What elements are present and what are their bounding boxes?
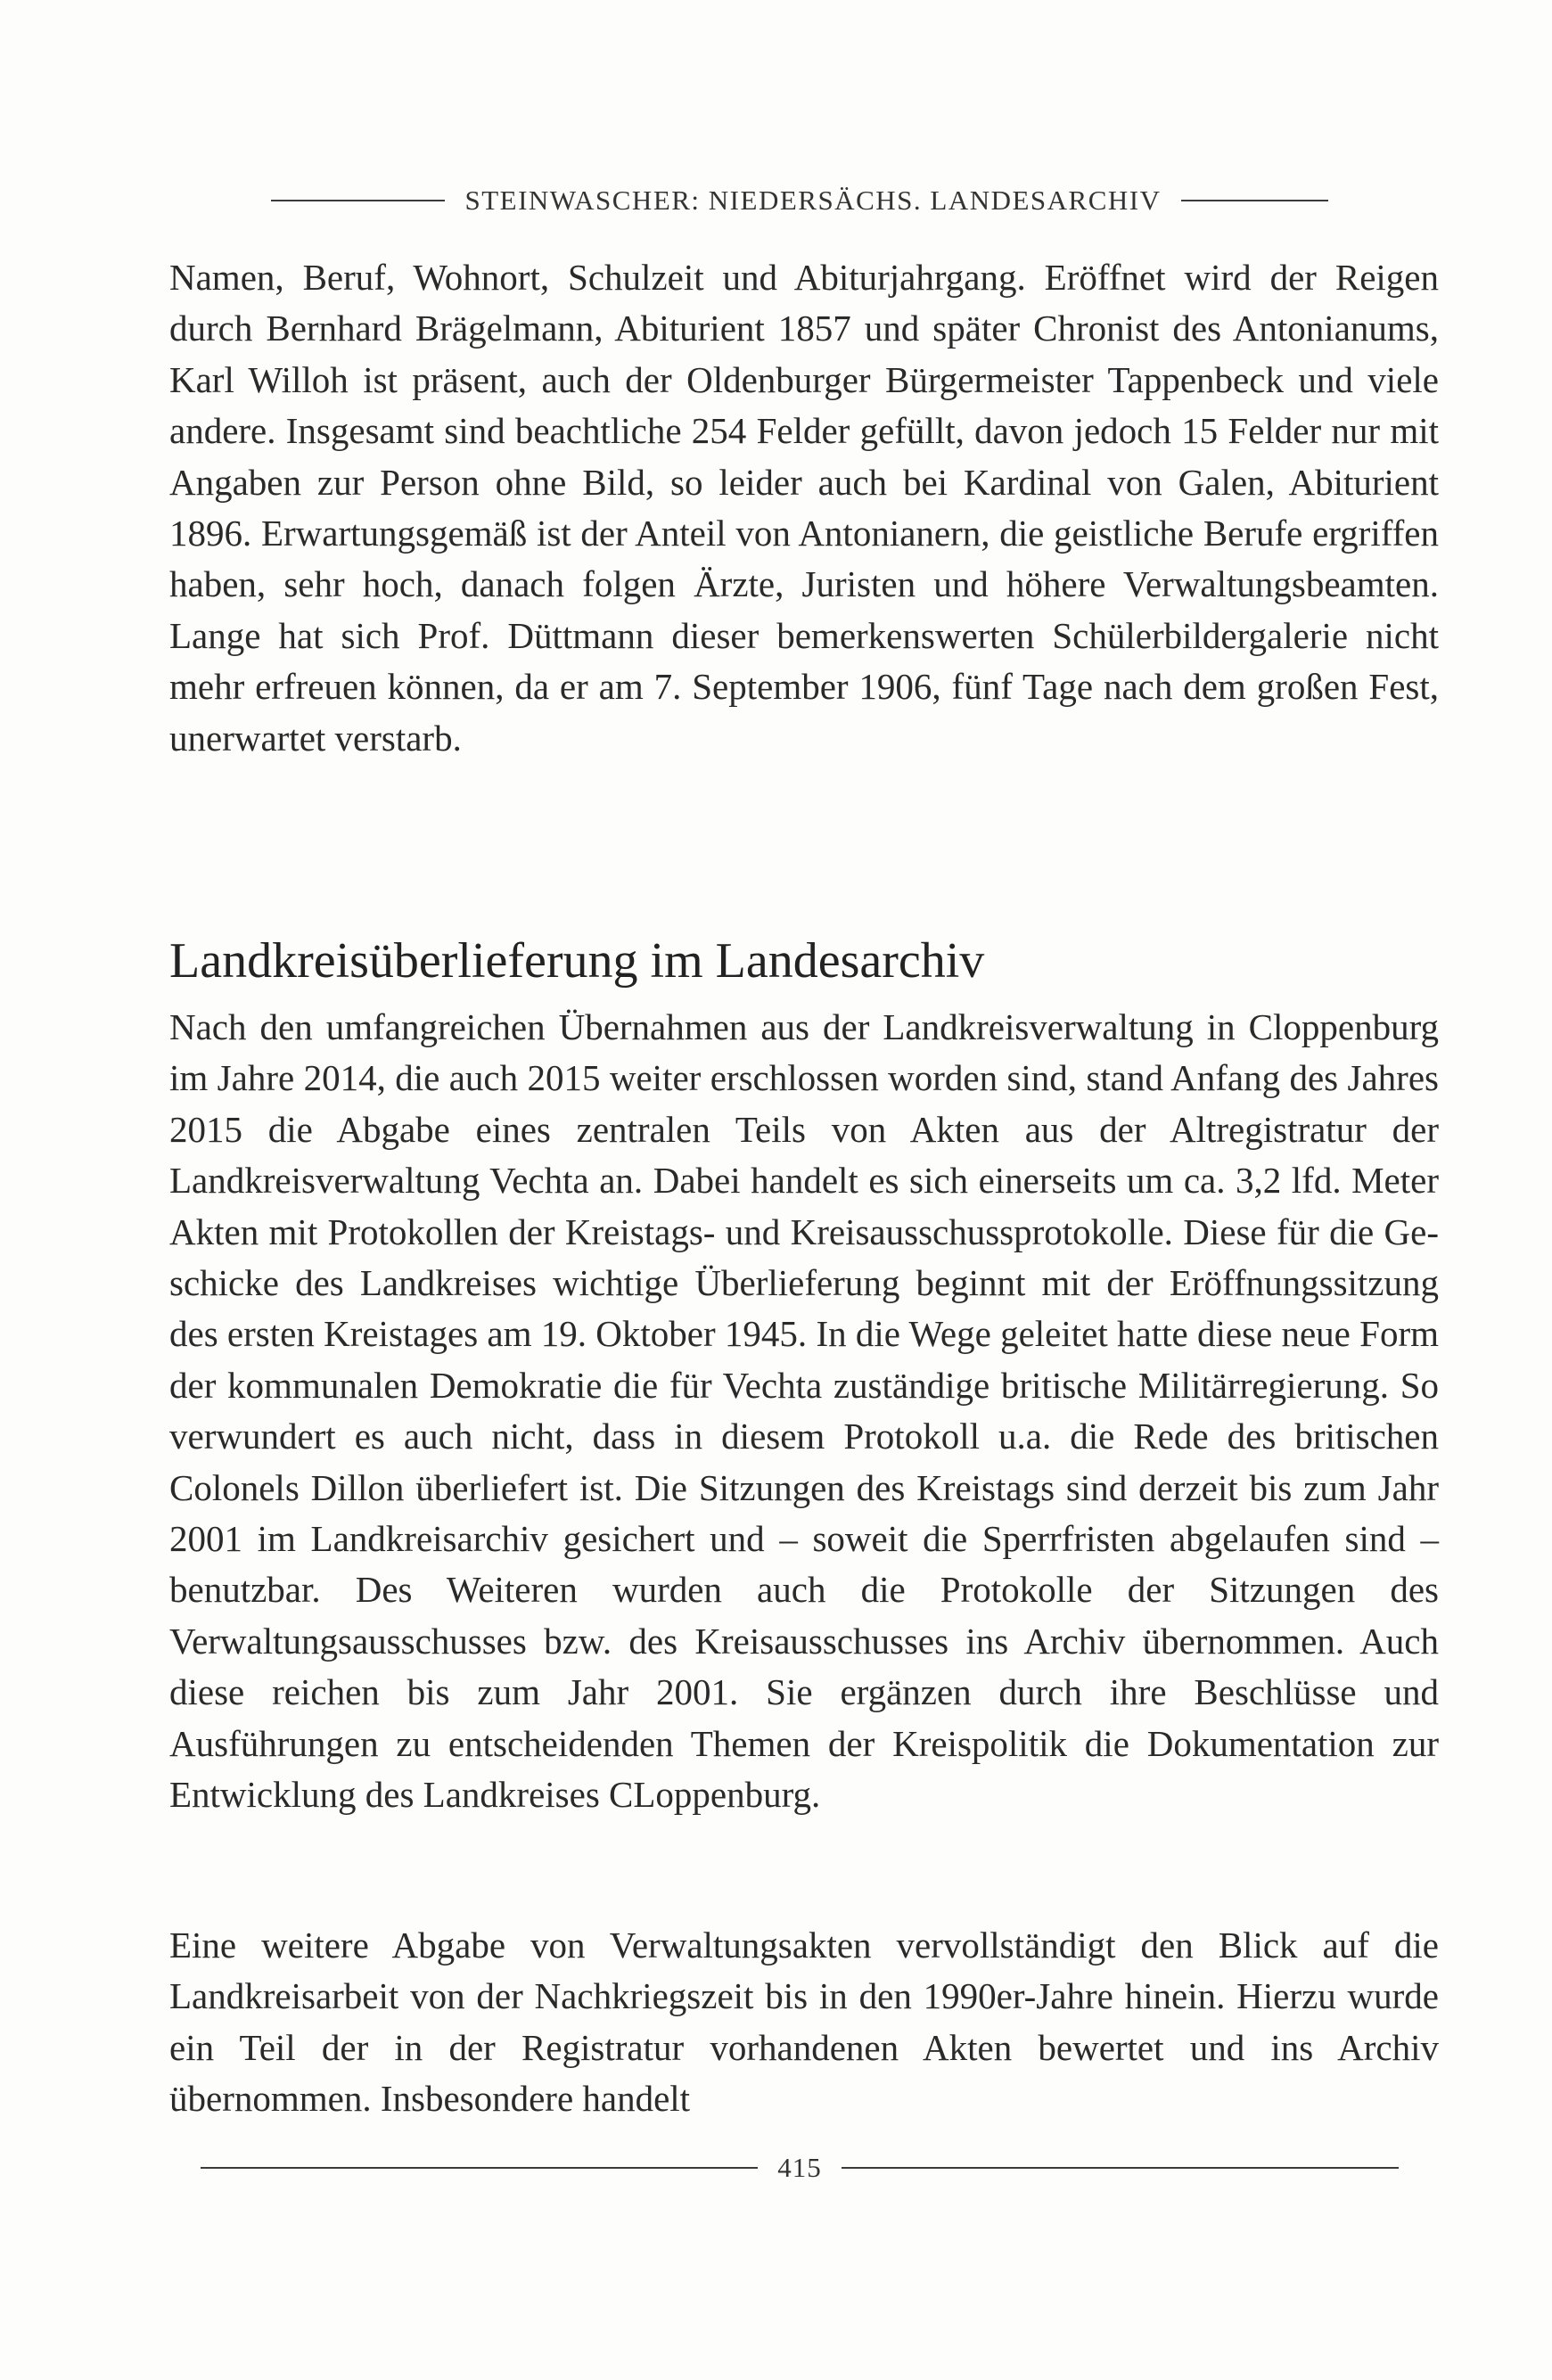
section-text-continued [169,1920,1439,2125]
page-number: 415 [777,2152,822,2183]
footer-rule-right [842,2167,1399,2169]
section-paragraph-1: Nach den umfangreichen Übernahmen aus der Landkreisverwaltung in Cloppenburg im Jahre 2014, die auch 2015 weiter erschlossen worden sind, stand Anfang des Jahres 2015 die Abgabe eines zentralen Teils von Akten aus der Altregistratur der Landkreisverwaltung Vechta an. Dabei handelt es sich einerseits um ca. 3,2 lfd. Meter Akten mit Protokollen der Kreistags- und Kreisausschussprotokolle. Diese für die Geschicke des Landkreises wichtige Überlieferung beginnt mit der Eröffnungssitzung des ersten Kreistages am 19. Oktober 1945. In die Wege geleitet hatte diese neue Form der kommunalen Demokratie die für Vechta zuständige britische Militärregierung. So verwundert es auch nicht, dass in diesem Protokoll u.a. die Rede des britischen Colonels Dillon überliefert ist. Die Sitzungen des Kreistags sind derzeit bis zum Jahr 2001 im Landkreisarchiv gesichert und – soweit die Sperrfristen abgelaufen sind – benutzbar. Des Weiteren wurden auch die Protokolle der Sitzungen des Verwaltungsausschusses bzw. des Kreisausschusses ins Archiv übernommen. Auch diese reichen bis zum Jahr 2001. Sie ergänzen durch ihre Beschlüsse und Ausführungen zu entscheidenden Themen der Kreispolitik die Dokumentation zur Entwicklung des Landkreises CLoppenburg. [169,1006,1439,1816]
section-paragraph-2: Eine weitere Abgabe von Verwaltungsakten vervollständigt den Blick auf die Landkreisarbeit von der Nachkriegszeit bis in den 1990er-Jahre hinein. Hierzu wurde ein Teil der in der Registratur vorhandenen Akten bewertet und ins Archiv übernommen. Insbesondere handelt [169,1925,1439,2120]
header-rule-left [271,200,445,201]
intro-paragraph: Namen, Beruf, Wohnort, Schulzeit und Abiturjahrgang. Eröffnet wird der Reigen durch Bernhard Brägelmann, Abiturient 1857 und später Chronist des Antonianums, Karl Willoh ist präsent, auch der Oldenburger Bürgermeister Tappenbeck und viele andere. Insgesamt sind beachtliche 254 Felder gefüllt, davon jedoch 15 Felder nur mit Angaben zur Person ohne Bild, so leider auch bei Kardinal von Galen, Abiturient 1896. Erwartungsgemäß ist der Anteil von Antonianern, die geistliche Berufe ergriffen haben, sehr hoch, danach folgen Ärzte, Juristen und höhere Verwaltungsbeamten. Lange hat sich Prof. Düttmann dieser bemerkenswerten Schülerbildergalerie nicht mehr erfreuen können, da er am 7. September 1906, fünf Tage nach dem großen Fest, unerwartet verstarb. [169,257,1439,759]
page-footer [169,2150,1430,2186]
section-heading: Landkreisüberlieferung im Landesarchiv [169,933,985,989]
intro-text [169,252,1439,764]
footer-rule-left [201,2167,758,2169]
running-header [169,176,1430,225]
section-text [169,1002,1439,1821]
header-rule-right [1181,200,1328,201]
running-title: STEINWASCHER: NIEDERSÄCHS. LANDESARCHIV [464,185,1162,216]
